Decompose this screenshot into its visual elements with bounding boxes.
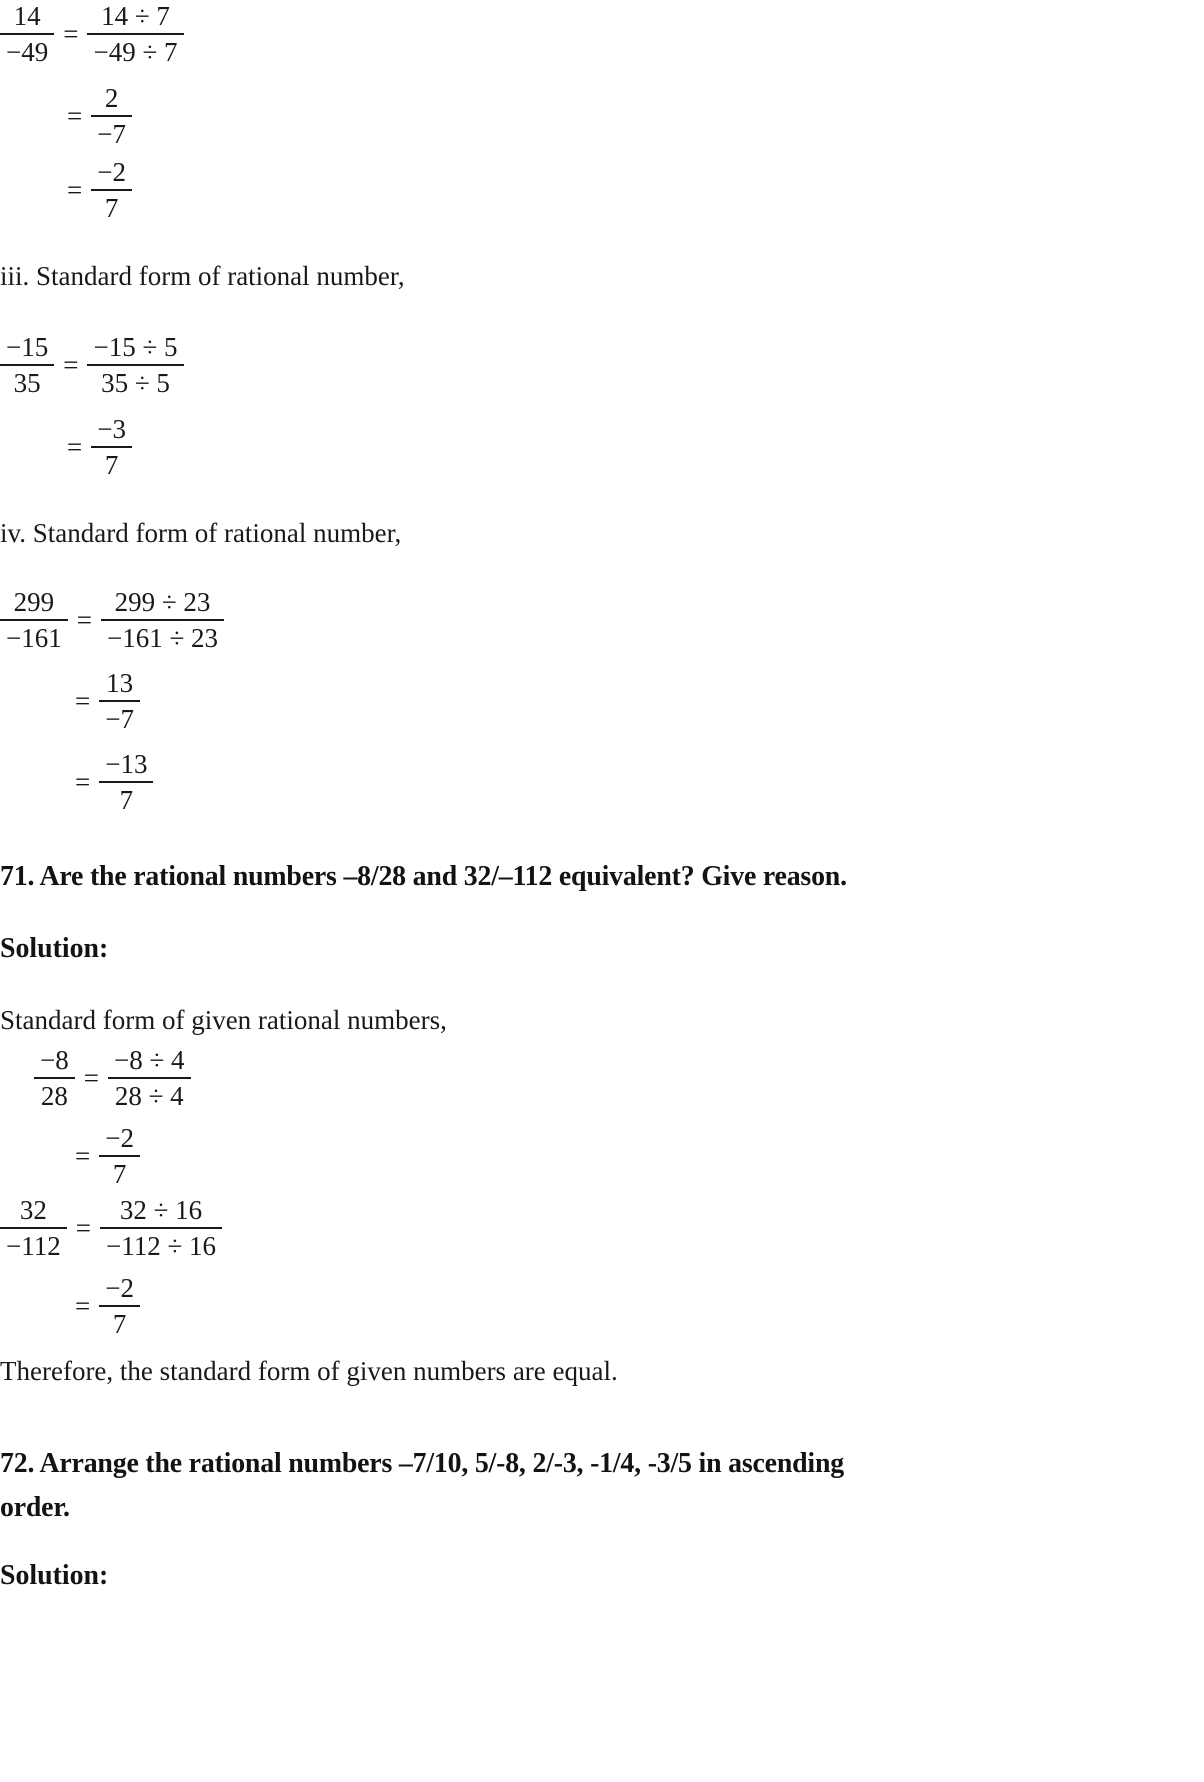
fraction-bar xyxy=(91,115,132,117)
fraction-299div23-neg161div23 xyxy=(101,588,224,652)
fraction-bar xyxy=(91,446,132,448)
fraction-bar xyxy=(34,1077,75,1079)
denominator: 7 xyxy=(104,193,119,224)
denominator: 28 xyxy=(40,1081,68,1112)
numerator: 32 ÷ 16 xyxy=(119,1195,203,1225)
fraction-bar xyxy=(99,1305,140,1307)
equals-sign: = xyxy=(67,100,83,131)
denominator: 28 ÷ 4 xyxy=(114,1081,184,1112)
equation-14-over-neg49 xyxy=(0,2,184,66)
fraction-neg15-35 xyxy=(0,333,54,397)
fraction-neg2-7 xyxy=(91,158,132,222)
equals-sign: = xyxy=(76,604,92,635)
fraction-bar xyxy=(0,1227,67,1229)
equation-step-neg13-over-7 xyxy=(66,750,153,814)
denominator: −112 xyxy=(6,1231,61,1262)
solution-label-71: Solution: xyxy=(0,932,109,964)
fraction-bar xyxy=(91,189,132,191)
fraction-bar xyxy=(100,1227,222,1229)
numerator: −3 xyxy=(97,414,126,444)
fraction-neg15div5-35div5 xyxy=(87,333,183,397)
fraction-bar xyxy=(0,364,54,366)
fraction-neg3-7 xyxy=(91,415,132,479)
numerator: −8 ÷ 4 xyxy=(113,1045,185,1075)
equation-neg15-over-35 xyxy=(0,333,184,397)
fraction-14div7-neg49div7 xyxy=(87,2,183,66)
equals-sign: = xyxy=(83,1062,99,1093)
numerator: 299 xyxy=(13,587,55,617)
denominator: −112 ÷ 16 xyxy=(105,1231,217,1262)
equation-299-over-neg161 xyxy=(0,588,224,652)
numerator: −15 xyxy=(6,332,49,362)
equation-neg8-over-28 xyxy=(34,1046,191,1110)
equals-sign: = xyxy=(75,1290,91,1321)
numerator: −13 xyxy=(105,749,148,779)
fraction-bar xyxy=(99,700,140,702)
question-72-heading-line2: order. xyxy=(0,1491,70,1523)
numerator: −2 xyxy=(105,1273,134,1303)
numerator: −8 xyxy=(40,1045,69,1075)
denominator: −49 xyxy=(6,37,49,68)
numerator: 13 xyxy=(106,668,134,698)
equals-sign: = xyxy=(63,18,79,49)
denominator: 35 ÷ 5 xyxy=(101,368,170,399)
fraction-bar xyxy=(101,619,224,621)
fraction-neg13-7 xyxy=(99,750,153,814)
fraction-299-neg161 xyxy=(0,588,68,652)
equation-step-neg2-over-7-c xyxy=(66,1274,140,1338)
denominator: −7 xyxy=(97,119,126,150)
fraction-bar xyxy=(0,33,54,35)
equals-sign: = xyxy=(75,1212,91,1243)
fraction-32div16-neg112div16 xyxy=(100,1196,222,1260)
numerator: −2 xyxy=(105,1123,134,1153)
equation-step-13-over-neg7 xyxy=(66,669,140,733)
denominator: 7 xyxy=(112,1309,127,1340)
numerator: 2 xyxy=(104,83,119,113)
label-iii-standard-form: iii. Standard form of rational number, xyxy=(0,261,405,291)
fraction-bar xyxy=(0,619,68,621)
numerator: −15 ÷ 5 xyxy=(93,332,178,362)
numerator: 14 ÷ 7 xyxy=(101,1,170,31)
standard-form-intro-text: Standard form of given rational numbers, xyxy=(0,1005,447,1035)
numerator: 299 ÷ 23 xyxy=(114,587,211,617)
solution-label-72: Solution: xyxy=(0,1559,109,1591)
equation-step-neg3-over-7 xyxy=(58,415,132,479)
equals-sign: = xyxy=(75,766,91,797)
equals-sign: = xyxy=(63,349,79,380)
fraction-13-neg7 xyxy=(99,669,140,733)
question-72-heading-line1: 72. Arrange the rational numbers –7/10, 5/-8, 2/-3, -1/4, -3/5 in ascending xyxy=(0,1447,845,1479)
denominator: −49 ÷ 7 xyxy=(93,37,178,68)
fraction-neg2-7 xyxy=(99,1124,140,1188)
fraction-neg8div4-28div4 xyxy=(108,1046,191,1110)
fraction-bar xyxy=(87,33,183,35)
fraction-bar xyxy=(99,1155,140,1157)
numerator: 14 xyxy=(13,1,41,31)
equation-step-neg2-over-7 xyxy=(58,158,132,222)
equation-32-over-neg112 xyxy=(0,1196,222,1260)
equals-sign: = xyxy=(67,174,83,205)
fraction-bar xyxy=(108,1077,191,1079)
denominator: −161 xyxy=(6,623,62,654)
denominator: 35 xyxy=(13,368,41,399)
fraction-32-neg112 xyxy=(0,1196,67,1260)
denominator: −7 xyxy=(105,704,134,735)
denominator: 7 xyxy=(104,450,119,481)
fraction-neg2-7 xyxy=(99,1274,140,1338)
denominator: 7 xyxy=(119,785,134,816)
fraction-14-neg49 xyxy=(0,2,54,66)
numerator: −2 xyxy=(97,157,126,187)
equals-sign: = xyxy=(75,685,91,716)
question-71-heading: 71. Are the rational numbers –8/28 and 32/–112 equivalent? Give reason. xyxy=(0,860,847,892)
numerator: 32 xyxy=(19,1195,47,1225)
conclusion-text-71: Therefore, the standard form of given numbers are equal. xyxy=(0,1356,618,1386)
equation-step-neg2-over-7-b xyxy=(66,1124,140,1188)
label-iv-standard-form: iv. Standard form of rational number, xyxy=(0,518,402,548)
equals-sign: = xyxy=(67,431,83,462)
fraction-bar xyxy=(99,781,153,783)
fraction-2-neg7 xyxy=(91,84,132,148)
denominator: 7 xyxy=(112,1159,127,1190)
fraction-bar xyxy=(87,364,183,366)
equals-sign: = xyxy=(75,1140,91,1171)
denominator: −161 ÷ 23 xyxy=(106,623,219,654)
fraction-neg8-28 xyxy=(34,1046,75,1110)
equation-step-2-over-neg7 xyxy=(58,84,132,148)
